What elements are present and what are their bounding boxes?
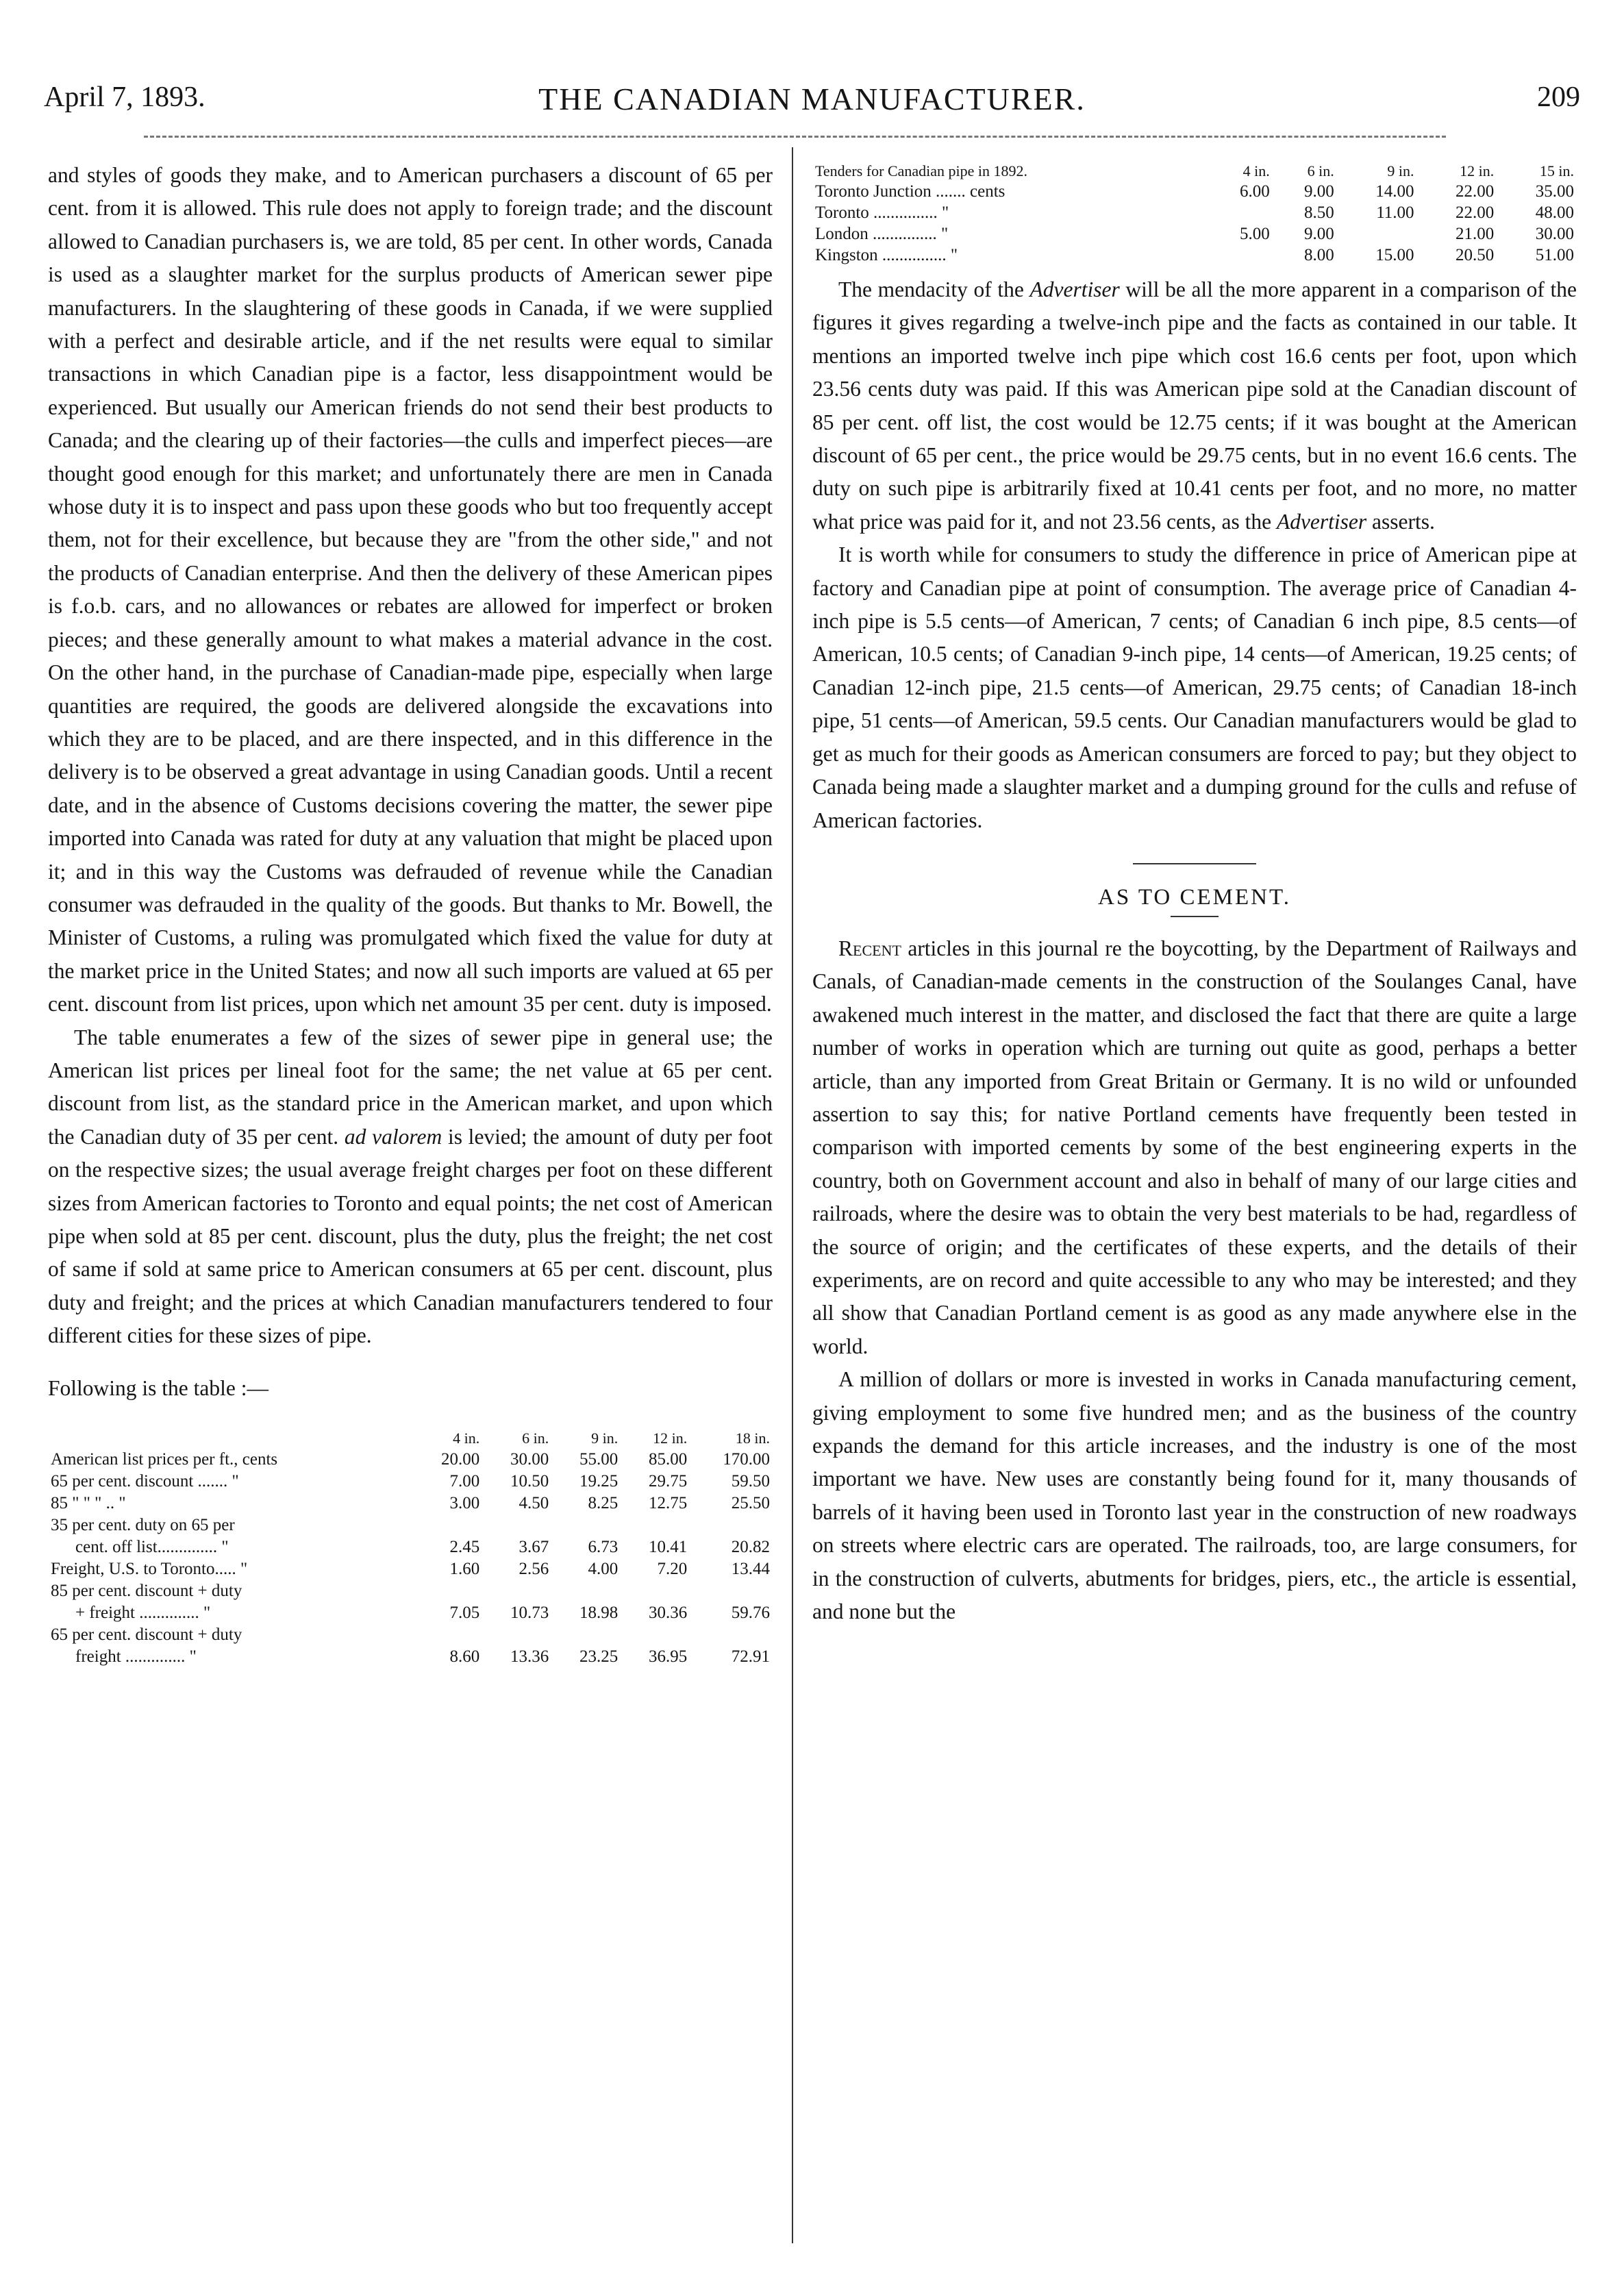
table-cell: 85 per cent. discount + duty — [51, 1581, 242, 1600]
table-cell: 55.00 — [579, 1449, 619, 1469]
column-header: Tenders for Canadian pipe in 1892. — [815, 162, 1028, 179]
table-cell: 20.82 — [731, 1537, 770, 1556]
table-cell — [1208, 201, 1273, 223]
table-cell: 20.50 — [1455, 246, 1495, 264]
table-cell — [621, 1513, 690, 1535]
table-row — [48, 1579, 773, 1601]
column-header: 6 in. — [522, 1429, 549, 1447]
table-cell: 21.00 — [1455, 225, 1495, 243]
table-cell: 35.00 — [1535, 182, 1574, 201]
table-cell: 18.98 — [579, 1603, 619, 1622]
table-row — [48, 1601, 773, 1623]
table-cell: cent. off list.............. " — [75, 1537, 229, 1556]
table-cell: Kingston ............... " — [815, 246, 958, 264]
table-cell: 5.00 — [1240, 225, 1270, 243]
title-rule — [1171, 916, 1219, 917]
paragraph: and styles of goods they make, and to American purchasers a discount of 65 per cent. from it is allowed. This rule does not apply to foreign trade; and the discount allowed to Canadian purchasers is, we are told, 85 per cent. In other words, Canada is used as a slaughter market for the surplus products of American sewer pipe manufacturers. In the slaughtering of these goods in Canada, if we were supplied with a perfect and desirable article, and if the net results were equal to similar transactions in which Canadian pipe is a factor, less disappointment would be experienced. But usually our American friends do not send their best products to Canada; and the clearing up of their factories—the culls and imperfect pieces—are thought good enough for this market; and unfortunately there are men in Canada whose duty it is to inspect and pass upon these goods who but too frequently accept them, not for their excellence, but because they are "from the other side," and not the products of Canadian enterprise. And then the delivery of these American pipes is f.o.b. cars, and no allowances or rebates are allowed for imperfect or broken pieces; and these generally amount to what makes a material advance in the cost. On the other hand, in the purchase of Canadian-made pipe, especially when large quantities are required, the goods are delivered alongside the excavations into which they are to be placed, and are there inspected, and in this difference in the delivery is to be observed a great advantage in using Canadian goods. Until a recent date, and in the absence of Customs decisions covering the matter, the sewer pipe imported into Canada was rated for duty at any valuation that might be placed upon it; and in this way the Customs was defrauded of revenue while the Canadian consumer was defrauded in the quality of the goods. But thanks to Mr. Bowell, the Minister of Customs, a ruling was promulgated which fixed the value for duty at the market price in the United States; and now all such imports are valued at 65 per cent. discount from list prices, upon which net amount 35 per cent. duty is imposed. — [48, 163, 773, 1016]
column-header — [48, 1425, 413, 1447]
table-row — [48, 1645, 773, 1667]
table-cell — [690, 1513, 773, 1535]
table-row — [48, 1623, 773, 1645]
table-cell: 29.75 — [649, 1471, 688, 1491]
table-cell — [621, 1623, 690, 1645]
table-cell — [690, 1579, 773, 1601]
table-cell: 8.60 — [449, 1647, 480, 1666]
table-cell: Freight, U.S. to Toronto..... " — [51, 1559, 248, 1578]
table-cell: 2.56 — [519, 1559, 549, 1578]
table-cell: London ............... " — [815, 225, 949, 243]
paragraph: The table enumerates a few of the sizes of sewer pipe in general use; the American list prices per lineal foot for the same; the net value at 65 per cent. discount from list, as the standard price in the American market, and upon which the Canadian duty of 35 per cent. ad valorem is levied; the amount of duty per foot on the respective sizes; the usual average freight charges per foot on these different sizes from American factories to Toronto and equal points; the net cost of American pipe when sold at 85 per cent. discount, plus the duty, plus the freight; the net cost of same if sold at same price to American consumers at 65 per cent. discount, plus duty and freight; and the prices at which Canadian manufacturers tendered to four different cities for these sizes of pipe. — [48, 1025, 773, 1348]
table-cell: 59.50 — [731, 1471, 770, 1491]
table-cell: 59.76 — [731, 1603, 770, 1622]
table-cell: 9.00 — [1304, 182, 1334, 201]
table-cell: 2.45 — [449, 1537, 480, 1556]
table-header-row — [48, 1425, 773, 1447]
table-cell — [621, 1579, 690, 1601]
paragraph: It is worth while for consumers to study the difference in price of American pipe at factory and Canadian pipe at point of consumption. The average price of Canadian 4-inch pipe is 5.5 cents—of American, 7 cents; of Canadian 6 inch pipe, 8.5 cents—of American, 10.5 cents; of Canadian 9-inch pipe, 14 cents—of American, 19.25 cents; of Canadian 12-inch pipe, 21.5 cents—of American, 29.75 cents; of Canadian 18-inch pipe, 51 cents—of American, 59.5 cents. Our Canadian manufacturers would be glad to get as much for their goods as American consumers are forced to pay; but they object to Canada being made a slaughter market and a dumping ground for the culls and refuse of American factories. — [812, 542, 1577, 832]
table-cell: 13.36 — [510, 1647, 549, 1666]
table-cell — [413, 1513, 482, 1535]
table-intro: Following is the table :— — [48, 1375, 268, 1400]
tenders-table — [812, 159, 1577, 265]
table-cell: 7.05 — [449, 1603, 480, 1622]
table-row — [48, 1447, 773, 1469]
table-cell: 6.73 — [588, 1537, 619, 1556]
table-cell: 3.00 — [449, 1493, 480, 1512]
table-cell: 51.00 — [1535, 246, 1574, 264]
table-cell: 6.00 — [1240, 182, 1270, 201]
table-row — [812, 201, 1577, 223]
price-table — [48, 1425, 773, 1667]
table-cell: 72.91 — [731, 1647, 770, 1666]
table-cell — [413, 1579, 482, 1601]
table-cell: 30.00 — [1535, 225, 1574, 243]
column-header: 12 in. — [653, 1429, 688, 1447]
table-cell: 23.25 — [579, 1647, 619, 1666]
table-cell: 30.00 — [510, 1449, 549, 1469]
table-cell: 10.50 — [510, 1471, 549, 1491]
header-date: April 7, 1893. — [44, 82, 205, 113]
table-cell: 11.00 — [1376, 203, 1414, 222]
table-cell: 65 per cent. discount ....... " — [51, 1471, 239, 1491]
table-cell — [551, 1513, 621, 1535]
table-cell: Toronto ............... " — [815, 203, 949, 222]
table-cell: 1.60 — [449, 1559, 480, 1578]
table-row — [812, 180, 1577, 201]
table-cell: 10.41 — [649, 1537, 688, 1556]
table-row — [812, 223, 1577, 244]
table-cell: 8.00 — [1304, 246, 1334, 264]
table-cell: 36.95 — [649, 1647, 688, 1666]
right-column — [812, 159, 1577, 1628]
table-cell: 48.00 — [1535, 203, 1574, 222]
table-cell: 10.73 — [510, 1603, 549, 1622]
table-cell: 12.75 — [649, 1493, 688, 1512]
table-cell: 7.00 — [449, 1471, 480, 1491]
table-cell: Toronto Junction ....... cents — [815, 182, 1005, 201]
table-cell — [413, 1623, 482, 1645]
table-cell: 85.00 — [649, 1449, 688, 1469]
table-cell: 85 " " " .. " — [51, 1493, 126, 1512]
paragraph: Recent articles in this journal re the boycotting, by the Department of Railways and Canals, of Canadian-made cements in the construction of the Soulanges Canal, have awakened much interest in the matter, and disclosed the fact that there are quite a large number of works in operation which are turning out quite as good, perhaps a better article, than any imported from Great Britain or Germany. It is no wild or unfounded assertion to say this; for native Portland cements have frequently been tested in comparison with imported cements by some of the best engineering experts in the country, both on Government account and also in behalf of many of our large cities and railroads, where the desire was to obtain the very best materials to be had, regardless of the source of origin; and the certificates of these experts, and the details of their experiments, are on record and quite accessible to any who may be interested; and they all show that Canadian Portland cement is as good as any made anywhere else in the world. — [812, 936, 1577, 1358]
table-cell — [690, 1623, 773, 1645]
journal-title: THE CANADIAN MANUFACTURER. — [538, 82, 1086, 116]
table-cell — [1208, 244, 1273, 265]
table-cell: freight .............. " — [75, 1647, 197, 1666]
table-cell: 22.00 — [1455, 182, 1495, 201]
section-title: AS TO CEMENT. — [1098, 884, 1291, 910]
table-cell: 14.00 — [1375, 182, 1414, 201]
table-cell — [482, 1579, 551, 1601]
paragraph: A million of dollars or more is invested in works in Canada manufacturing cement, giving employment to some five hundred men; and as the business of the country expands the demand for this article increases, and the industry is one of the most important we have. New uses are constantly being found for it, many thousands of barrels of it having been used in Toronto last year in the construction of new roadways on streets where electric cars are operated. The railroads, too, are large consumers, for in the construction of culverts, abutments for bridges, piers, etc., the article is essential, and none but the — [812, 1367, 1577, 1624]
column-header: 15 in. — [1539, 162, 1574, 179]
column-header: 6 in. — [1307, 162, 1334, 179]
table-cell: + freight .............. " — [75, 1603, 211, 1622]
column-header: 4 in. — [453, 1429, 480, 1447]
table-cell — [551, 1579, 621, 1601]
column-header: 9 in. — [591, 1429, 619, 1447]
page-number: 209 — [1537, 82, 1580, 113]
column-header: 9 in. — [1387, 162, 1414, 179]
header-rule — [144, 136, 1446, 138]
table-row — [48, 1535, 773, 1557]
table-cell: 13.44 — [731, 1559, 770, 1578]
table-cell: 8.50 — [1304, 203, 1334, 222]
section-divider — [1133, 863, 1256, 864]
table-row — [812, 244, 1577, 265]
table-cell: 4.50 — [519, 1493, 549, 1512]
table-cell — [1337, 223, 1417, 244]
table-cell: 3.67 — [519, 1537, 549, 1556]
table-cell: 19.25 — [579, 1471, 619, 1491]
table-cell — [482, 1513, 551, 1535]
column-header: 12 in. — [1460, 162, 1495, 179]
table-row — [48, 1557, 773, 1579]
table-cell: 20.00 — [441, 1449, 480, 1469]
table-row — [48, 1469, 773, 1491]
page-header — [44, 81, 1580, 129]
table-cell: American list prices per ft., cents — [51, 1449, 278, 1469]
table-cell: 65 per cent. discount + duty — [51, 1625, 242, 1644]
table-cell: 25.50 — [731, 1493, 770, 1512]
table-cell: 22.00 — [1455, 203, 1495, 222]
table-cell — [551, 1623, 621, 1645]
table-cell: 9.00 — [1304, 225, 1334, 243]
paragraph: The mendacity of the Advertiser will be all the more apparent in a comparison of the figures it gives regarding a twelve-inch pipe and the facts as contained in our table. It mentions an imported twelve inch pipe which cost 16.6 cents per foot, upon which 23.56 cents duty was paid. If this was American pipe sold at the Canadian discount of 85 per cent. off list, the cost would be 12.75 cents; if it was bought at the American discount of 65 per cent., the price would be 29.75 cents, but in no event 16.6 cents. The duty on such pipe is arbitrarily fixed at 10.41 cents per foot, and no more, no matter what price was paid for it, and not 23.56 cents, as the Advertiser asserts. — [812, 277, 1577, 534]
table-cell: 7.20 — [657, 1559, 688, 1578]
table-cell: 30.36 — [649, 1603, 688, 1622]
table-cell — [482, 1623, 551, 1645]
table-cell: 8.25 — [588, 1493, 619, 1512]
column-header: 4 in. — [1242, 162, 1270, 179]
table-row — [48, 1513, 773, 1535]
table-cell: 35 per cent. duty on 65 per — [51, 1515, 235, 1534]
column-header: 18 in. — [735, 1429, 770, 1447]
column-divider — [792, 147, 793, 2243]
table-row — [48, 1491, 773, 1513]
table-header-row — [812, 159, 1577, 180]
table-cell: 15.00 — [1375, 246, 1414, 264]
left-column — [48, 159, 773, 1667]
table-cell: 170.00 — [723, 1449, 770, 1469]
table-cell: 4.00 — [588, 1559, 619, 1578]
